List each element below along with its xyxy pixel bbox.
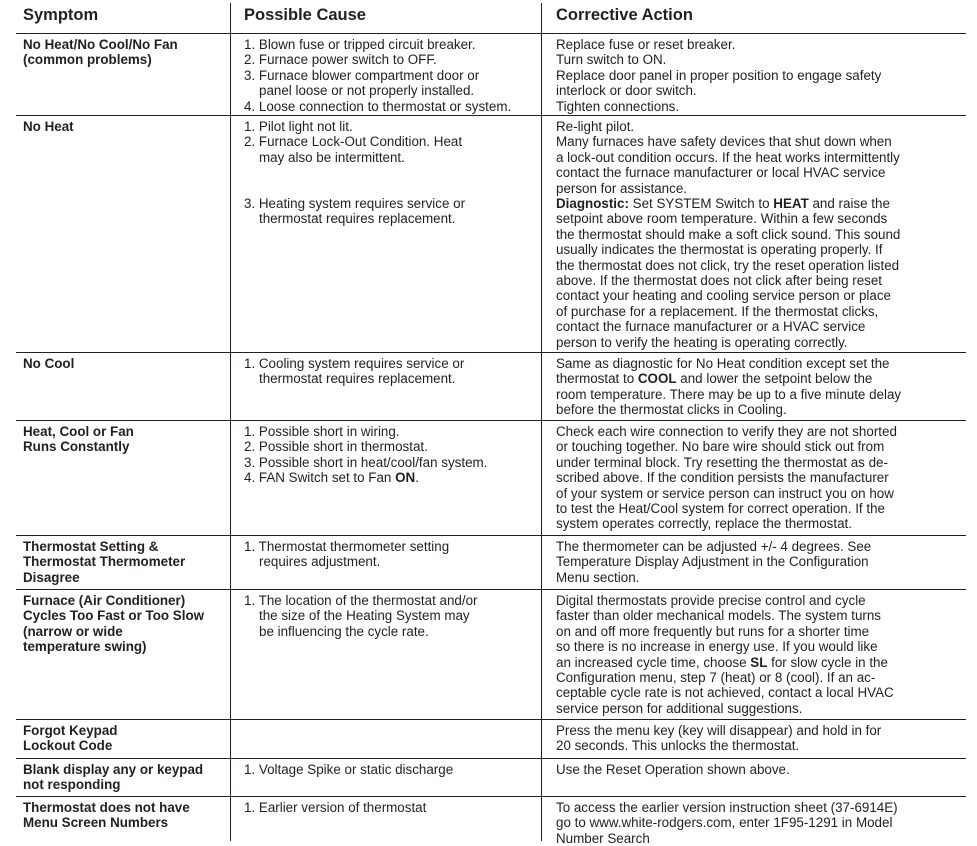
header-corrective-action: Corrective Action bbox=[556, 6, 693, 24]
corrective-action-cell bbox=[556, 723, 956, 754]
cause-line: 2. Furnace power switch to OFF. bbox=[244, 52, 437, 68]
action-line: Turn switch to ON. bbox=[556, 52, 667, 68]
table-row bbox=[16, 759, 966, 797]
action-line: 20 seconds. This unlocks the thermostat. bbox=[556, 738, 800, 754]
bold-text: HEAT bbox=[773, 196, 809, 212]
symptom-line: Disagree bbox=[23, 569, 80, 585]
table-row bbox=[16, 590, 966, 720]
action-line: Same as diagnostic for No Heat condition except set the bbox=[556, 356, 890, 371]
action-line: The thermometer can be adjusted +/- 4 degrees. See bbox=[556, 539, 872, 554]
cause-line: 4. FAN Switch set to Fan ON. bbox=[244, 470, 419, 486]
action-line: contact the furnace manufacturer or local HVAC service bbox=[556, 165, 886, 181]
cause-line: 1. Pilot light not lit. bbox=[244, 119, 353, 134]
symptom-line: (common problems) bbox=[23, 52, 152, 68]
table-row bbox=[16, 536, 966, 590]
action-line: contact the furnace manufacturer or a HVAC service bbox=[556, 319, 866, 335]
action-line: Replace fuse or reset breaker. bbox=[556, 37, 736, 52]
symptom-line: Cycles Too Fast or Too Slow bbox=[23, 608, 205, 624]
symptom-cell bbox=[23, 119, 228, 134]
cause-line: requires adjustment. bbox=[259, 554, 381, 570]
bold-text: SL bbox=[750, 654, 768, 670]
cause-line: 2. Furnace Lock-Out Condition. Heat bbox=[244, 134, 463, 150]
symptom-cell bbox=[23, 37, 228, 68]
symptom-cell bbox=[23, 593, 228, 655]
cause-line: thermostat requires replacement. bbox=[259, 371, 456, 387]
symptom-line: Thermostat does not have bbox=[23, 800, 190, 815]
corrective-action-cell bbox=[556, 593, 956, 716]
table-row bbox=[16, 353, 966, 421]
corrective-action-cell bbox=[556, 762, 956, 777]
action-line: person to verify the heating is operating correctly. bbox=[556, 334, 848, 350]
action-line: or touching together. No bare wire should stick out from bbox=[556, 439, 885, 455]
symptom-line: not responding bbox=[23, 777, 121, 793]
cause-line: the size of the Heating System may bbox=[259, 608, 470, 624]
action-line: to test the Heat/Cool system for correct operation. If the bbox=[556, 501, 885, 517]
cause-line: 1. Earlier version of thermostat bbox=[244, 800, 427, 815]
action-line: go to www.white-rodgers.com, enter 1F95-1291 in Model bbox=[556, 815, 893, 831]
action-line: interlock or door switch. bbox=[556, 83, 697, 99]
corrective-action-cell bbox=[556, 356, 956, 418]
corrective-action-cell bbox=[556, 800, 956, 846]
header-possible-cause: Possible Cause bbox=[244, 6, 366, 24]
symptom-cell bbox=[23, 356, 228, 371]
symptom-cell bbox=[23, 762, 228, 793]
possible-cause-cell bbox=[244, 356, 534, 387]
action-line: contact your heating and cooling service person or place bbox=[556, 288, 891, 304]
troubleshooting-table bbox=[16, 3, 966, 846]
action-line: before the thermostat clicks in Cooling. bbox=[556, 402, 787, 418]
symptom-cell bbox=[23, 539, 228, 585]
action-line: Number Search bbox=[556, 830, 650, 846]
symptom-line: Blank display any or keypad bbox=[23, 762, 204, 777]
symptom-line: Heat, Cool or Fan bbox=[23, 424, 134, 439]
action-line: on and off more frequently but runs for a shorter time bbox=[556, 623, 870, 639]
action-line: above. If the thermostat does not click after being reset bbox=[556, 273, 883, 289]
action-line: Press the menu key (key will disappear) and hold in for bbox=[556, 723, 882, 738]
table-header bbox=[16, 3, 966, 34]
cause-line: 1. Cooling system requires service or bbox=[244, 356, 465, 371]
symptom-line: Lockout Code bbox=[23, 738, 113, 754]
action-line: scribed above. If the condition persists the manufacturer bbox=[556, 470, 889, 486]
symptom-line: Menu Screen Numbers bbox=[23, 815, 169, 831]
table-row bbox=[16, 720, 966, 759]
action-line: an increased cycle time, choose SL for slow cycle in the bbox=[556, 654, 888, 670]
action-line: Tighten connections. bbox=[556, 98, 680, 114]
action-line: Re-light pilot. bbox=[556, 119, 635, 134]
cause-line: 2. Possible short in thermostat. bbox=[244, 439, 428, 455]
symptom-line: No Heat bbox=[23, 119, 74, 134]
symptom-line: Runs Constantly bbox=[23, 439, 130, 455]
action-line: of purchase for a replacement. If the thermostat clicks, bbox=[556, 303, 879, 319]
action-line: Use the Reset Operation shown above. bbox=[556, 762, 790, 777]
symptom-line: No Heat/No Cool/No Fan bbox=[23, 37, 178, 52]
action-line: faster than older mechanical models. The system turns bbox=[556, 608, 881, 624]
action-line: Menu section. bbox=[556, 569, 640, 585]
possible-cause-cell bbox=[244, 762, 534, 777]
corrective-action-cell bbox=[556, 119, 956, 350]
cause-line: 1. Voltage Spike or static discharge bbox=[244, 762, 454, 777]
symptom-cell bbox=[23, 723, 228, 754]
action-line: the thermostat does not click, try the reset operation listed bbox=[556, 257, 900, 273]
symptom-line: (narrow or wide bbox=[23, 623, 123, 639]
bold-text: ON bbox=[395, 470, 416, 486]
corrective-action-cell bbox=[556, 539, 956, 585]
cause-line: 1. Blown fuse or tripped circuit breaker. bbox=[244, 37, 476, 52]
action-line: person for assistance. bbox=[556, 180, 687, 196]
cause-line: 3. Furnace blower compartment door or bbox=[244, 67, 480, 83]
corrective-action-cell bbox=[556, 37, 956, 114]
action-line: so there is no increase in energy use. If you would like bbox=[556, 639, 878, 655]
action-line: Check each wire connection to verify they are not shorted bbox=[556, 424, 897, 439]
action-line: under terminal block. Try resetting the thermostat as de- bbox=[556, 454, 888, 470]
action-line: usually indicates the thermostat is operating properly. If bbox=[556, 242, 883, 258]
symptom-line: Forgot Keypad bbox=[23, 723, 118, 738]
action-line: service person for additional suggestions. bbox=[556, 700, 803, 716]
bold-text: COOL bbox=[637, 371, 677, 387]
symptom-line: No Cool bbox=[23, 356, 75, 371]
cause-line: 3. Heating system requires service or bbox=[244, 196, 466, 212]
cause-line: 1. Possible short in wiring. bbox=[244, 424, 400, 439]
corrective-action-cell bbox=[556, 424, 956, 532]
symptom-line: Thermostat Setting & bbox=[23, 539, 159, 554]
cause-line: 4. Loose connection to thermostat or system. bbox=[244, 98, 512, 114]
table-row bbox=[16, 34, 966, 116]
cause-line: be influencing the cycle rate. bbox=[259, 623, 429, 639]
action-line: room temperature. There may be up to a five minute delay bbox=[556, 386, 902, 402]
cause-line: 1. The location of the thermostat and/or bbox=[244, 593, 478, 608]
symptom-line: Furnace (Air Conditioner) bbox=[23, 593, 186, 608]
cause-line: thermostat requires replacement. bbox=[259, 211, 456, 227]
possible-cause-cell bbox=[244, 37, 534, 114]
symptom-line: temperature swing) bbox=[23, 639, 147, 655]
possible-cause-cell bbox=[244, 800, 534, 815]
table-row bbox=[16, 421, 966, 536]
action-line: of your system or service person can instruct you on how bbox=[556, 485, 894, 501]
cause-line: panel loose or not properly installed. bbox=[259, 83, 475, 99]
action-line: Diagnostic: Set SYSTEM Switch to HEAT and raise the bbox=[556, 196, 890, 212]
table-body bbox=[16, 34, 966, 846]
possible-cause-cell bbox=[244, 593, 534, 639]
action-line: Replace door panel in proper position to engage safety bbox=[556, 67, 882, 83]
cause-line: 3. Possible short in heat/cool/fan system. bbox=[244, 454, 488, 470]
symptom-cell bbox=[23, 424, 228, 455]
action-line: Many furnaces have safety devices that shut down when bbox=[556, 134, 892, 150]
action-line: To access the earlier version instruction sheet (37-6914E) bbox=[556, 800, 898, 815]
table-row bbox=[16, 797, 966, 846]
action-line: Temperature Display Adjustment in the Configuration bbox=[556, 554, 869, 570]
action-line: system operates correctly, replace the thermostat. bbox=[556, 516, 852, 532]
action-line: thermostat to COOL and lower the setpoint below the bbox=[556, 371, 873, 387]
spacer bbox=[244, 165, 534, 196]
possible-cause-cell bbox=[244, 119, 534, 227]
action-line: setpoint above room temperature. Within a few seconds bbox=[556, 211, 888, 227]
possible-cause-cell bbox=[244, 539, 534, 570]
table-row bbox=[16, 116, 966, 353]
action-line: Configuration menu, step 7 (heat) or 8 (cool). If an ac- bbox=[556, 670, 876, 686]
action-line: the thermostat should make a soft click sound. This sound bbox=[556, 226, 901, 242]
action-line: ceptable cycle rate is not achieved, contact a local HVAC bbox=[556, 685, 894, 701]
action-line: Digital thermostats provide precise control and cycle bbox=[556, 593, 866, 608]
cause-line: 1. Thermostat thermometer setting bbox=[244, 539, 450, 554]
symptom-line: Thermostat Thermometer bbox=[23, 554, 186, 570]
symptom-cell bbox=[23, 800, 228, 831]
header-symptom: Symptom bbox=[23, 6, 99, 24]
bold-text: Diagnostic: bbox=[556, 196, 629, 212]
cause-line: may also be intermittent. bbox=[259, 149, 405, 165]
possible-cause-cell bbox=[244, 424, 534, 486]
action-line: a lock-out condition occurs. If the heat works intermittently bbox=[556, 149, 900, 165]
